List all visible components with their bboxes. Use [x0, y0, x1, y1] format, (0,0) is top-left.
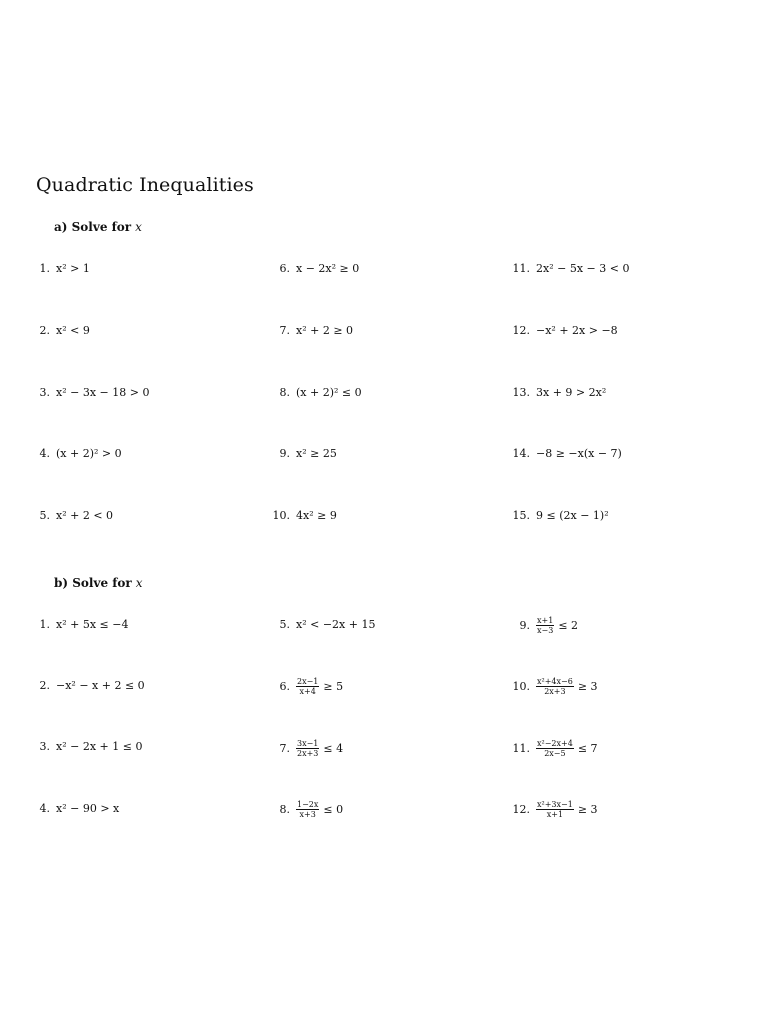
problem-expression: x² ≥ 25: [296, 447, 337, 460]
problem-number: 3.: [39, 740, 50, 753]
problem-b-3: [30, 740, 142, 754]
problem-a-14: [510, 447, 622, 461]
problem-a-4: [30, 447, 122, 461]
problem-b-2: [30, 679, 145, 693]
problem-expression: x² + 2 ≥ 0: [296, 324, 354, 337]
problem-a-5: [30, 509, 113, 523]
problem-expression: x² − 90 > x: [56, 802, 120, 815]
fraction-numerator: 2x−1: [297, 677, 319, 686]
fraction-numerator: x²+4x−6: [537, 677, 573, 686]
problem-number: 6.: [279, 679, 290, 693]
problem-a-8: [270, 386, 362, 400]
problem-b-7: [270, 739, 343, 758]
problem-b-6: [270, 677, 343, 696]
problem-a-1: [30, 262, 90, 276]
problem-b-8: [270, 800, 343, 819]
problem-expression: x² − 3x − 18 > 0: [56, 386, 150, 399]
problem-b-5: [270, 618, 375, 632]
inequality-relation: ≥ 3: [577, 679, 598, 693]
fraction-denominator: x+4: [299, 687, 316, 696]
problem-expression: x² < 9: [56, 324, 90, 337]
fraction: [296, 739, 319, 758]
problem-b-11: [510, 739, 598, 758]
problem-a-12: [510, 324, 618, 338]
fraction-numerator: 1−2x: [297, 800, 319, 809]
inequality-relation: ≥ 5: [323, 679, 344, 693]
problem-number: 4.: [39, 447, 50, 460]
problem-expression: x² + 5x ≤ −4: [56, 618, 129, 631]
section-b-label: b) Solve for: [54, 576, 132, 590]
problem-number: 1.: [39, 618, 50, 631]
problem-expression: 3x + 9 > 2x²: [536, 386, 607, 399]
fraction-denominator: x+1: [546, 810, 564, 819]
problem-number: 15.: [512, 509, 530, 522]
problem-expression: (x + 2)² > 0: [56, 447, 122, 460]
section-a-label: a) Solve for: [54, 220, 132, 234]
problem-b-1: [30, 618, 128, 632]
fraction-denominator: 2x+3: [544, 687, 566, 696]
problem-number: 8.: [279, 802, 290, 816]
fraction: [296, 800, 319, 819]
problem-number: 7.: [279, 741, 290, 755]
fraction-denominator: 2x+3: [297, 749, 319, 758]
fraction-numerator: 3x−1: [297, 739, 319, 748]
page-title: Quadratic Inequalities: [36, 174, 254, 196]
problem-number: 10.: [272, 509, 290, 522]
problem-expression: 4x² ≥ 9: [296, 509, 337, 522]
problem-a-3: [30, 386, 149, 400]
fraction: [536, 739, 574, 758]
problem-number: 11.: [512, 262, 530, 275]
fraction-numerator: x²+3x−1: [537, 800, 573, 809]
fraction-numerator: x²−2x+4: [537, 739, 573, 748]
problem-number: 4.: [39, 802, 50, 815]
problem-b-10: [510, 677, 598, 696]
fraction: [536, 677, 574, 696]
inequality-relation: ≤ 4: [323, 741, 344, 755]
problem-b-9: [510, 616, 578, 635]
fraction-denominator: x+3: [299, 810, 316, 819]
problem-number: 2.: [39, 679, 50, 692]
problem-expression: 2x² − 5x − 3 < 0: [536, 262, 630, 275]
problem-number: 12.: [512, 324, 530, 337]
problem-number: 10.: [512, 679, 530, 693]
inequality-relation: ≤ 2: [558, 618, 579, 632]
fraction: [536, 800, 574, 819]
section-a-heading: [54, 220, 142, 234]
problem-expression: x² > 1: [56, 262, 90, 275]
problem-b-12: [510, 800, 598, 819]
inequality-relation: ≤ 0: [323, 802, 344, 816]
problem-a-10: [270, 509, 337, 523]
problem-expression: (x + 2)² ≤ 0: [296, 386, 362, 399]
problem-number: 11.: [512, 741, 530, 755]
problem-number: 1.: [39, 262, 50, 275]
problem-number: 6.: [279, 262, 290, 275]
problem-a-13: [510, 386, 606, 400]
problem-expression: 9 ≤ (2x − 1)²: [536, 509, 609, 522]
problem-a-11: [510, 262, 629, 276]
problem-number: 12.: [512, 802, 530, 816]
problem-a-2: [30, 324, 90, 338]
section-b-heading: [54, 576, 143, 590]
problem-expression: −8 ≥ −x(x − 7): [536, 447, 622, 460]
fraction: [536, 616, 554, 635]
problem-number: 8.: [279, 386, 290, 399]
problem-expression: x² + 2 < 0: [56, 509, 114, 522]
problem-number: 13.: [512, 386, 530, 399]
problem-a-7: [270, 324, 353, 338]
problem-number: 5.: [279, 618, 290, 631]
problem-number: 14.: [512, 447, 530, 460]
fraction: [296, 677, 319, 696]
section-a-variable: x: [135, 220, 142, 234]
problem-expression: −x² + 2x > −8: [536, 324, 618, 337]
problem-number: 5.: [39, 509, 50, 522]
problem-number: 3.: [39, 386, 50, 399]
inequality-relation: ≥ 3: [577, 802, 598, 816]
problem-a-6: [270, 262, 359, 276]
problem-expression: −x² − x + 2 ≤ 0: [56, 679, 145, 692]
fraction-denominator: 2x−5: [544, 749, 566, 758]
problem-expression: x − 2x² ≥ 0: [296, 262, 360, 275]
inequality-relation: ≤ 7: [577, 741, 598, 755]
fraction-denominator: x−3: [537, 626, 554, 635]
problem-a-9: [270, 447, 337, 461]
problem-number: 9.: [279, 447, 290, 460]
fraction-numerator: x+1: [537, 616, 554, 625]
section-b-variable: x: [135, 576, 143, 590]
problem-expression: x² < −2x + 15: [296, 618, 376, 631]
problem-number: 9.: [519, 618, 530, 632]
problem-number: 2.: [39, 324, 50, 337]
problem-expression: x² − 2x + 1 ≤ 0: [56, 740, 143, 753]
problem-a-15: [510, 509, 609, 523]
problem-number: 7.: [279, 324, 290, 337]
problem-b-4: [30, 802, 119, 816]
